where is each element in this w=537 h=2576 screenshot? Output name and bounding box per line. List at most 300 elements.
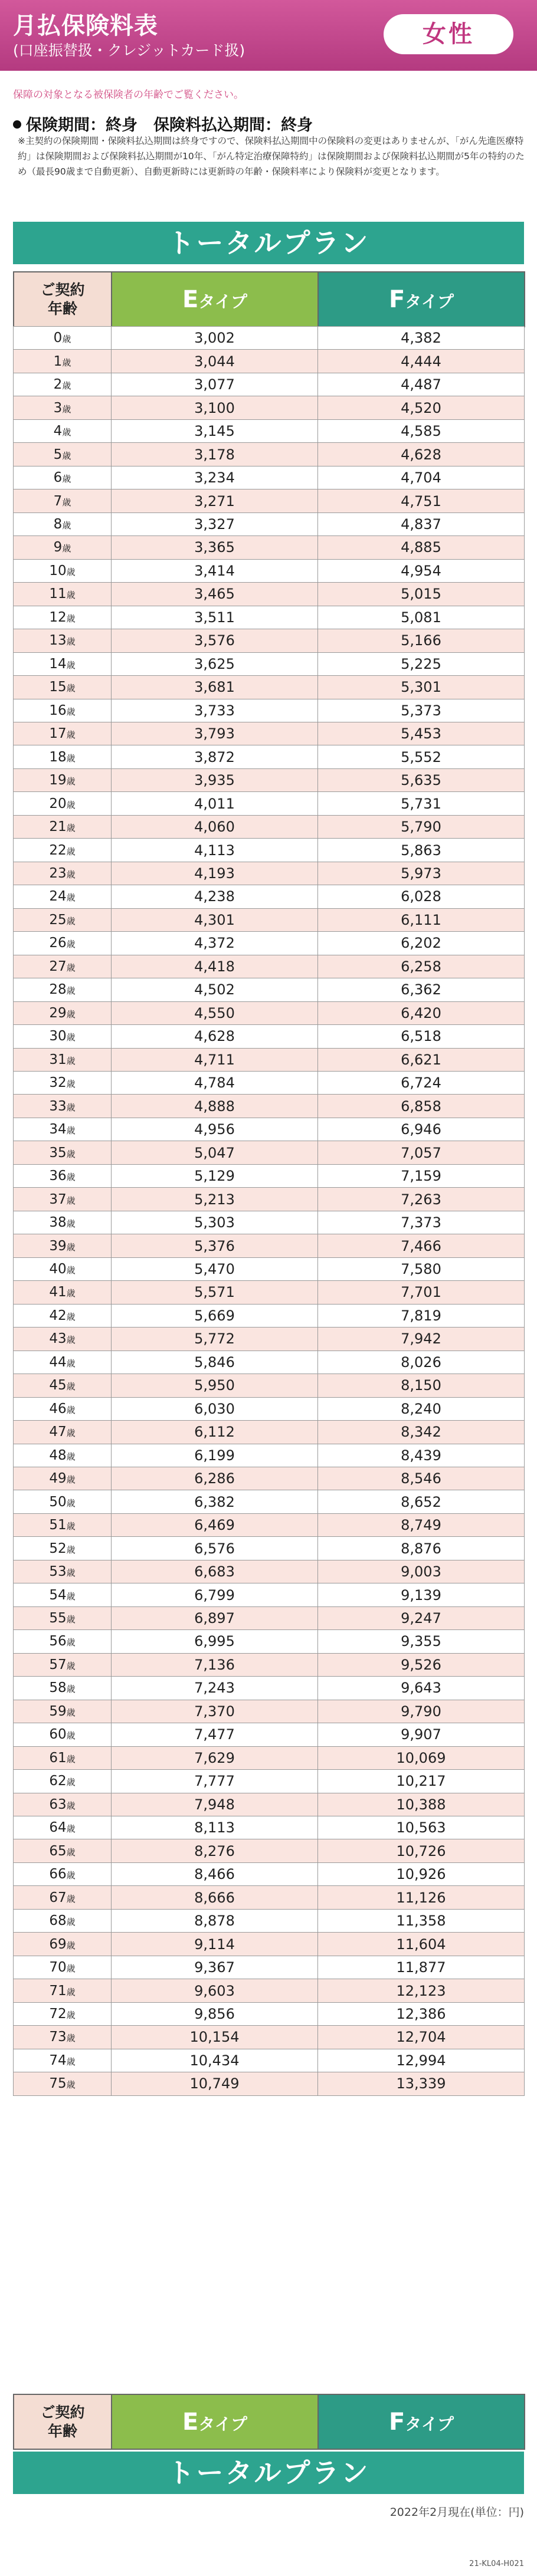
f-type-premium: 9,643	[318, 1677, 525, 1700]
age-cell	[14, 1723, 112, 1746]
age-unit: 歳	[66, 613, 76, 624]
e-type-premium: 5,950	[112, 1374, 318, 1397]
age-value: 66	[49, 1867, 67, 1882]
age-cell	[14, 1770, 112, 1793]
table-row	[14, 629, 525, 652]
age-cell	[14, 2002, 112, 2025]
e-type-premium: 3,465	[112, 583, 318, 606]
f-type-column-footer	[318, 2394, 525, 2449]
age-unit: 歳	[66, 2033, 76, 2044]
age-value: 75	[49, 2076, 67, 2092]
age-value: 67	[49, 1890, 67, 1905]
f-type-premium: 8,652	[318, 1490, 525, 1513]
table-row	[14, 1397, 525, 1420]
f-type-premium: 4,520	[318, 396, 525, 419]
table-row	[14, 1816, 525, 1839]
age-unit: 歳	[62, 357, 71, 368]
age-footer-line1: ご契約	[40, 2403, 85, 2421]
e-type-premium: 8,113	[112, 1816, 318, 1839]
age-value: 20	[49, 796, 67, 811]
e-type-premium: 8,878	[112, 1909, 318, 1932]
table-row	[14, 1025, 525, 1048]
age-unit: 歳	[66, 1684, 76, 1695]
age-unit: 歳	[66, 939, 76, 950]
age-value: 62	[49, 1773, 67, 1789]
age-cell	[14, 1979, 112, 2002]
e-type-premium: 10,749	[112, 2072, 318, 2095]
age-value: 41	[49, 1284, 67, 1300]
f-type-premium: 7,159	[318, 1164, 525, 1187]
age-value: 31	[49, 1052, 67, 1067]
table-row	[14, 1909, 525, 1932]
e-type-premium: 3,234	[112, 466, 318, 489]
e-type-premium: 4,238	[112, 885, 318, 908]
age-value: 42	[49, 1307, 67, 1323]
page-title: 月払保険料表	[13, 12, 158, 40]
age-value: 68	[49, 1913, 67, 1929]
age-cell	[14, 466, 112, 489]
e-type-premium: 6,469	[112, 1513, 318, 1536]
e-type-premium: 4,418	[112, 955, 318, 978]
f-type-premium: 4,885	[318, 536, 525, 559]
age-unit: 歳	[66, 1544, 76, 1555]
age-cell	[14, 2026, 112, 2049]
age-value: 7	[53, 493, 63, 509]
age-unit: 歳	[66, 1381, 76, 1392]
age-cell	[14, 512, 112, 535]
e-type-premium: 7,136	[112, 1653, 318, 1676]
age-cell	[14, 1304, 112, 1327]
table-row	[14, 373, 525, 396]
e-type-premium: 3,100	[112, 396, 318, 419]
gender-badge: 女性	[384, 14, 513, 54]
table-row	[14, 443, 525, 466]
e-type-premium: 3,145	[112, 419, 318, 442]
age-unit: 歳	[66, 1264, 76, 1276]
age-value: 24	[49, 889, 67, 905]
table-row	[14, 1979, 525, 2002]
e-type-premium: 6,286	[112, 1467, 318, 1490]
e-type-premium: 6,683	[112, 1560, 318, 1583]
e-type-premium: 4,113	[112, 839, 318, 862]
age-unit: 歳	[66, 659, 76, 671]
e-type-premium: 3,002	[112, 327, 318, 350]
f-type-premium: 8,546	[318, 1467, 525, 1490]
f-type-premium: 7,466	[318, 1234, 525, 1257]
f-type-premium: 6,028	[318, 885, 525, 908]
f-type-premium: 4,954	[318, 559, 525, 582]
insurance-period	[13, 112, 313, 135]
f-type-premium: 13,339	[318, 2072, 525, 2095]
age-value: 19	[49, 773, 67, 788]
age-unit: 歳	[66, 2056, 76, 2067]
age-cell	[14, 327, 112, 350]
e-type-letter-footer: E	[182, 2408, 199, 2436]
age-cell	[14, 419, 112, 442]
table-row	[14, 1048, 525, 1071]
age-cell	[14, 629, 112, 652]
e-type-premium: 3,077	[112, 373, 318, 396]
age-value: 64	[49, 1820, 67, 1836]
table-row	[14, 932, 525, 955]
fine-print: ※主契約の保険期間・保険料払込期間は終身ですので、保険料払込期間中の保険料の変更はありませんが、「がん先進医療特約」は保険期間および保険料払込期間が10年、「がん特定治療保障特約」は保険期間および保険料払込期間が5年の特約のため（最長90歳まで自動更新）、自動更新時には更新時の年齢・保険料率により保険料が変更となります。	[18, 136, 525, 177]
age-value: 3	[53, 400, 63, 416]
insurance-period-text: 保険期間：終身 保険料払込期間：終身	[26, 116, 313, 134]
age-unit: 歳	[66, 1125, 76, 1136]
f-type-premium: 10,926	[318, 1862, 525, 1885]
f-type-suffix: タイプ	[405, 291, 454, 311]
f-type-premium: 5,225	[318, 652, 525, 675]
age-cell	[14, 536, 112, 559]
table-row	[14, 839, 525, 862]
age-value: 28	[49, 982, 67, 998]
age-cell	[14, 559, 112, 582]
f-type-premium: 11,358	[318, 1909, 525, 1932]
e-type-premium: 3,576	[112, 629, 318, 652]
age-value: 22	[49, 842, 67, 858]
age-cell	[14, 2072, 112, 2095]
e-type-premium: 3,733	[112, 699, 318, 722]
f-type-premium: 7,580	[318, 1257, 525, 1280]
age-unit: 歳	[66, 1428, 76, 1439]
table-row	[14, 2049, 525, 2072]
table-row	[14, 1886, 525, 1909]
age-note: 保障の対象となる被保険者の年齢でご覧ください。	[13, 89, 244, 101]
age-cell	[14, 1421, 112, 1444]
age-cell	[14, 1234, 112, 1257]
f-type-letter: F	[389, 285, 405, 313]
table-row	[14, 1746, 525, 1769]
age-value: 65	[49, 1843, 67, 1859]
age-value: 29	[49, 1005, 67, 1021]
table-row	[14, 1188, 525, 1211]
table-row	[14, 815, 525, 838]
age-unit: 歳	[66, 1591, 76, 1602]
table-row	[14, 1328, 525, 1351]
e-type-premium: 6,112	[112, 1421, 318, 1444]
table-row	[14, 1421, 525, 1444]
age-value: 14	[49, 656, 67, 672]
e-type-premium: 4,784	[112, 1072, 318, 1095]
table-row	[14, 955, 525, 978]
age-cell	[14, 1560, 112, 1583]
as-of-date: 2022年2月現在(単位：円)	[389, 2506, 524, 2519]
f-type-premium: 7,819	[318, 1304, 525, 1327]
age-cell	[14, 1025, 112, 1048]
table-row	[14, 466, 525, 489]
age-cell	[14, 1793, 112, 1816]
f-type-premium: 9,247	[318, 1606, 525, 1629]
e-type-premium: 5,376	[112, 1234, 318, 1257]
f-type-premium: 12,704	[318, 2026, 525, 2049]
age-cell	[14, 652, 112, 675]
age-value: 70	[49, 1960, 67, 1976]
table-row	[14, 1467, 525, 1490]
age-value: 63	[49, 1796, 67, 1812]
age-unit: 歳	[62, 427, 71, 438]
table-row	[14, 2002, 525, 2025]
f-type-premium: 6,362	[318, 978, 525, 1001]
age-value: 35	[49, 1145, 67, 1161]
age-unit: 歳	[66, 892, 76, 903]
age-unit: 歳	[66, 1660, 76, 1671]
e-type-premium: 9,367	[112, 1956, 318, 1979]
age-cell	[14, 489, 112, 512]
f-type-premium: 9,790	[318, 1700, 525, 1723]
age-unit: 歳	[62, 334, 71, 345]
age-cell	[14, 1513, 112, 1536]
age-unit: 歳	[62, 520, 71, 531]
age-cell	[14, 699, 112, 722]
f-type-premium: 10,388	[318, 1793, 525, 1816]
table-row	[14, 2026, 525, 2049]
table-row	[14, 419, 525, 442]
e-type-premium: 4,011	[112, 792, 318, 815]
age-cell	[14, 1816, 112, 1839]
e-type-premium: 9,856	[112, 2002, 318, 2025]
rate-table-header	[13, 271, 525, 327]
age-cell	[14, 1397, 112, 1420]
age-unit: 歳	[66, 636, 76, 648]
age-unit: 歳	[66, 730, 76, 741]
age-unit: 歳	[66, 1497, 76, 1509]
e-type-premium: 3,511	[112, 606, 318, 629]
table-row	[14, 1001, 525, 1024]
table-row	[14, 1281, 525, 1304]
f-type-premium: 5,552	[318, 745, 525, 768]
e-type-premium: 5,846	[112, 1351, 318, 1374]
age-value: 40	[49, 1261, 67, 1277]
e-type-suffix-footer: タイプ	[198, 2414, 247, 2434]
plan-banner-top: トータルプラン	[13, 222, 524, 264]
age-cell	[14, 396, 112, 419]
e-type-premium: 7,777	[112, 1770, 318, 1793]
f-type-premium: 6,202	[318, 932, 525, 955]
age-unit: 歳	[66, 1451, 76, 1462]
age-unit: 歳	[66, 1055, 76, 1066]
f-type-premium: 4,751	[318, 489, 525, 512]
age-unit: 歳	[66, 1637, 76, 1648]
age-value: 37	[49, 1191, 67, 1207]
table-row	[14, 768, 525, 791]
e-type-premium: 6,382	[112, 1490, 318, 1513]
f-type-premium: 7,057	[318, 1141, 525, 1164]
e-type-premium: 4,628	[112, 1025, 318, 1048]
age-value: 11	[49, 586, 67, 602]
age-cell	[14, 722, 112, 745]
table-row	[14, 1630, 525, 1653]
table-row	[14, 536, 525, 559]
table-row	[14, 1839, 525, 1862]
age-value: 5	[53, 446, 63, 462]
e-type-premium: 9,114	[112, 1933, 318, 1956]
e-type-premium: 7,370	[112, 1700, 318, 1723]
age-cell	[14, 839, 112, 862]
age-unit: 歳	[66, 1195, 76, 1206]
table-row	[14, 1956, 525, 1979]
f-type-premium: 8,876	[318, 1537, 525, 1560]
age-unit: 歳	[66, 1148, 76, 1159]
age-cell	[14, 908, 112, 931]
age-value: 48	[49, 1447, 67, 1463]
e-type-premium: 5,470	[112, 1257, 318, 1280]
e-type-premium: 4,193	[112, 862, 318, 885]
f-type-premium: 4,704	[318, 466, 525, 489]
age-unit: 歳	[62, 543, 71, 554]
table-row	[14, 396, 525, 419]
age-column-header	[14, 272, 112, 327]
table-row	[14, 327, 525, 350]
e-type-premium: 5,129	[112, 1164, 318, 1187]
f-type-premium: 4,837	[318, 512, 525, 535]
table-row	[14, 1700, 525, 1723]
f-type-premium: 5,301	[318, 676, 525, 699]
age-cell	[14, 1211, 112, 1234]
f-type-premium: 8,749	[318, 1513, 525, 1536]
age-unit: 歳	[62, 450, 71, 461]
f-type-premium: 6,946	[318, 1118, 525, 1141]
age-value: 36	[49, 1168, 67, 1184]
age-unit: 歳	[66, 566, 76, 577]
age-unit: 歳	[62, 497, 71, 508]
e-type-premium: 4,502	[112, 978, 318, 1001]
age-unit: 歳	[66, 776, 76, 787]
table-row	[14, 1513, 525, 1536]
page-subtitle: (口座振替扱・クレジットカード扱)	[13, 42, 245, 59]
age-cell	[14, 1583, 112, 1606]
table-row	[14, 2072, 525, 2095]
f-type-premium: 5,015	[318, 583, 525, 606]
table-row	[14, 1164, 525, 1187]
e-type-premium: 4,888	[112, 1095, 318, 1118]
age-value: 57	[49, 1657, 67, 1673]
f-type-column-header	[318, 272, 525, 327]
f-type-premium: 4,487	[318, 373, 525, 396]
e-type-premium: 6,799	[112, 1583, 318, 1606]
f-type-premium: 9,355	[318, 1630, 525, 1653]
age-unit: 歳	[66, 1521, 76, 1532]
e-type-premium: 7,629	[112, 1746, 318, 1769]
age-unit: 歳	[66, 1893, 76, 1904]
age-cell	[14, 768, 112, 791]
age-value: 69	[49, 1936, 67, 1952]
age-unit: 歳	[66, 1311, 76, 1322]
table-row	[14, 745, 525, 768]
age-unit: 歳	[66, 706, 76, 717]
age-cell	[14, 1839, 112, 1862]
table-row	[14, 1490, 525, 1513]
table-row	[14, 1234, 525, 1257]
f-type-letter-footer: F	[389, 2408, 405, 2436]
age-unit: 歳	[66, 1823, 76, 1835]
age-cell	[14, 1095, 112, 1118]
f-type-premium: 5,790	[318, 815, 525, 838]
f-type-premium: 6,621	[318, 1048, 525, 1071]
e-type-premium: 8,466	[112, 1862, 318, 1885]
age-cell	[14, 932, 112, 955]
age-value: 46	[49, 1401, 67, 1417]
f-type-premium: 8,026	[318, 1351, 525, 1374]
f-type-premium: 7,373	[318, 1211, 525, 1234]
f-type-premium: 10,563	[318, 1816, 525, 1839]
e-type-column-header	[112, 272, 318, 327]
table-row	[14, 1653, 525, 1676]
e-type-premium: 7,243	[112, 1677, 318, 1700]
f-type-premium: 5,453	[318, 722, 525, 745]
age-unit: 歳	[66, 1846, 76, 1858]
f-type-premium: 7,263	[318, 1188, 525, 1211]
e-type-premium: 3,681	[112, 676, 318, 699]
age-unit: 歳	[66, 1568, 76, 1579]
table-row	[14, 1211, 525, 1234]
e-type-premium: 4,711	[112, 1048, 318, 1071]
table-row	[14, 489, 525, 512]
age-value: 6	[53, 470, 63, 486]
e-type-premium: 6,199	[112, 1444, 318, 1467]
table-row	[14, 583, 525, 606]
table-row	[14, 908, 525, 931]
f-type-premium: 9,139	[318, 1583, 525, 1606]
table-row	[14, 1444, 525, 1467]
age-cell	[14, 1328, 112, 1351]
age-unit: 歳	[62, 403, 71, 415]
age-value: 60	[49, 1727, 67, 1743]
table-row	[14, 1141, 525, 1164]
age-unit: 歳	[66, 1358, 76, 1369]
age-cell	[14, 1746, 112, 1769]
e-type-premium: 4,060	[112, 815, 318, 838]
age-value: 55	[49, 1611, 67, 1627]
age-value: 50	[49, 1494, 67, 1510]
age-cell	[14, 1933, 112, 1956]
table-row	[14, 1072, 525, 1095]
age-unit: 歳	[66, 985, 76, 997]
table-row	[14, 1583, 525, 1606]
e-type-premium: 3,178	[112, 443, 318, 466]
f-type-premium: 5,373	[318, 699, 525, 722]
age-value: 23	[49, 866, 67, 882]
rate-table-body	[14, 327, 525, 2096]
age-value: 59	[49, 1703, 67, 1719]
table-row	[14, 512, 525, 535]
age-cell	[14, 1956, 112, 1979]
age-cell	[14, 1281, 112, 1304]
e-type-premium: 3,271	[112, 489, 318, 512]
e-type-premium: 8,276	[112, 1839, 318, 1862]
f-type-premium: 7,942	[318, 1328, 525, 1351]
e-type-suffix: タイプ	[198, 291, 247, 311]
age-value: 38	[49, 1215, 67, 1231]
age-unit: 歳	[66, 1008, 76, 1020]
age-value: 74	[49, 2052, 67, 2068]
e-type-premium: 4,550	[112, 1001, 318, 1024]
age-cell	[14, 1467, 112, 1490]
age-cell	[14, 676, 112, 699]
e-type-premium: 5,772	[112, 1328, 318, 1351]
age-value: 54	[49, 1587, 67, 1603]
age-unit: 歳	[66, 1032, 76, 1043]
table-row	[14, 862, 525, 885]
age-cell	[14, 955, 112, 978]
f-type-premium: 11,126	[318, 1886, 525, 1909]
f-type-premium: 5,166	[318, 629, 525, 652]
e-type-premium: 4,301	[112, 908, 318, 931]
age-cell	[14, 1118, 112, 1141]
age-unit: 歳	[66, 1986, 76, 1997]
age-value: 26	[49, 935, 67, 951]
age-unit: 歳	[66, 1102, 76, 1113]
age-value: 33	[49, 1098, 67, 1114]
